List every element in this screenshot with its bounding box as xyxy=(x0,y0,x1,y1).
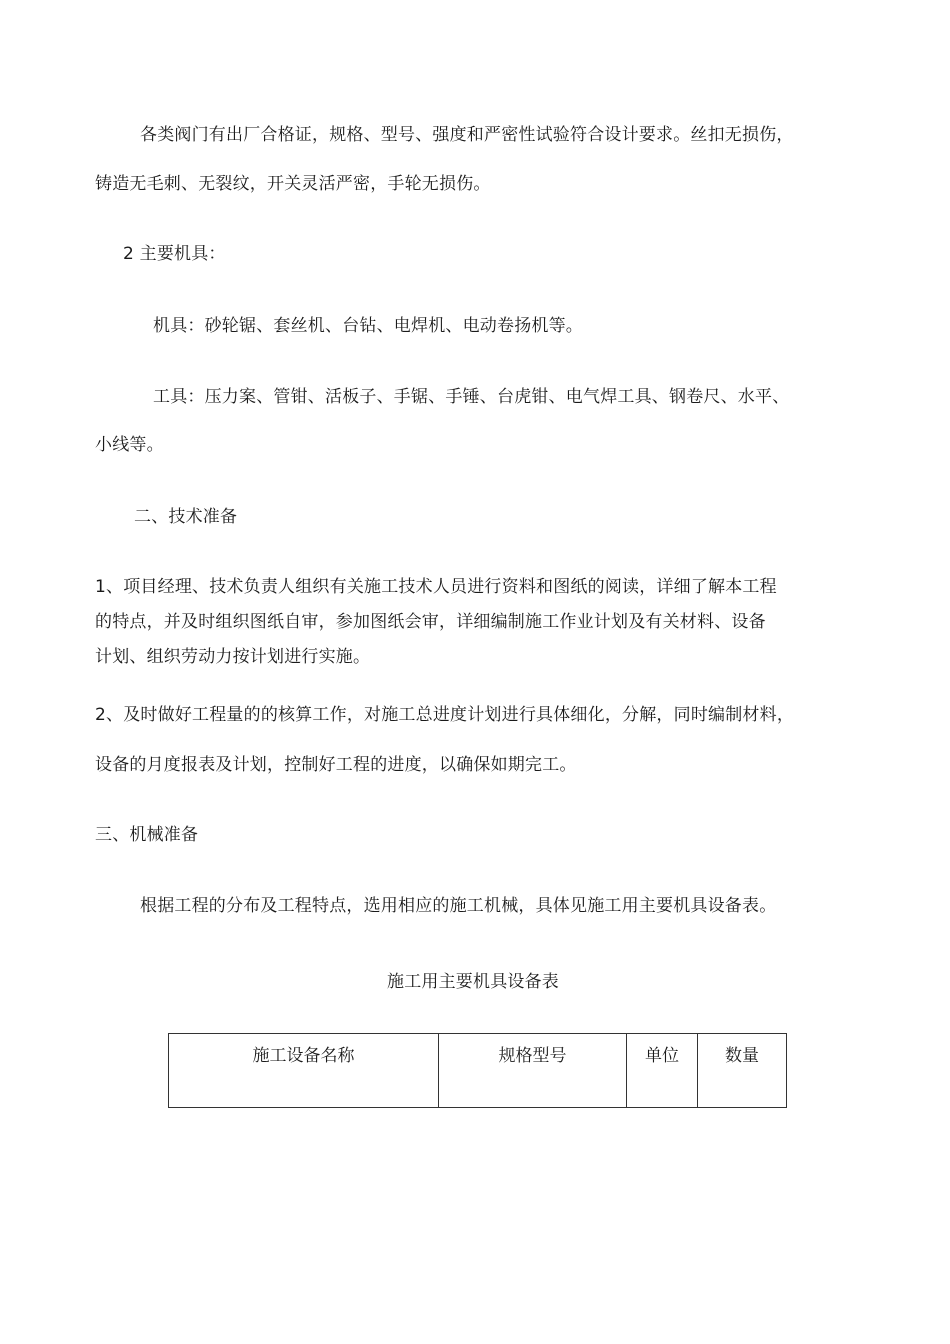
section-3-intro: 根据工程的分布及工程特点，选用相应的施工机械，具体见施工用主要机具设备表。 xyxy=(140,896,777,916)
tools-list-line-2: 小线等。 xyxy=(95,435,164,455)
tools-list-line-1: 工具：压力案、管钳、活板子、手锯、手锤、台虎钳、电气焊工具、钢卷尺、水平、 xyxy=(153,387,790,407)
item-1-line-2: 的特点，并及时组织图纸自审，参加图纸会审，详细编制施工作业计划及有关材料、设备 xyxy=(95,612,766,632)
table-header-row xyxy=(169,1034,787,1108)
main-tools-heading: 2 主要机具： xyxy=(123,244,226,264)
section-2-heading: 二、技术准备 xyxy=(134,507,238,527)
item-1-line-1: 1、项目经理、技术负责人组织有关施工技术人员进行资料和图纸的阅读，详细了解本工程 xyxy=(95,577,777,597)
section-3-heading: 三、机械准备 xyxy=(95,825,199,845)
header-quantity: 数量 xyxy=(698,1034,787,1108)
machines-list: 机具：砂轮锯、套丝机、台钻、电焊机、电动卷扬机等。 xyxy=(153,316,583,336)
valves-paragraph-line-1: 各类阀门有出厂合格证，规格、型号、强度和严密性试验符合设计要求。丝扣无损伤， xyxy=(140,125,794,145)
header-equipment-name: 施工设备名称 xyxy=(169,1034,439,1108)
equipment-table xyxy=(168,1033,787,1108)
item-2-line-1: 2、及时做好工程量的的核算工作，对施工总进度计划进行具体细化，分解，同时编制材料， xyxy=(95,705,795,725)
header-unit: 单位 xyxy=(627,1034,698,1108)
valves-paragraph-line-2: 铸造无毛刺、无裂纹，开关灵活严密，手轮无损伤。 xyxy=(95,174,491,194)
header-model-spec: 规格型号 xyxy=(439,1034,627,1108)
item-2-line-2: 设备的月度报表及计划，控制好工程的进度，以确保如期完工。 xyxy=(95,755,577,775)
table-title: 施工用主要机具设备表 xyxy=(387,972,559,992)
item-1-line-3: 计划、组织劳动力按计划进行实施。 xyxy=(95,647,371,667)
